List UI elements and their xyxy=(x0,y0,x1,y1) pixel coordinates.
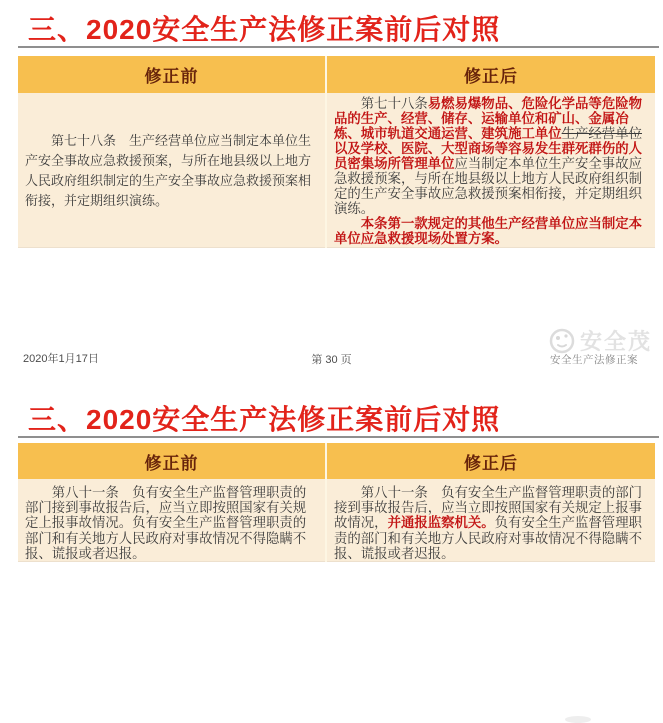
slide1-title: 三、2020安全生产法修正案前后对照 xyxy=(28,14,501,45)
slide1-cell-before xyxy=(18,93,325,248)
slide1-header-before: 修正前 xyxy=(18,56,325,93)
text-run-red: 以及学校、医院、大型商场等容易发生群死群伤的人员密集场所管理单位 xyxy=(334,141,642,171)
slide1-watermark xyxy=(546,324,660,366)
slide2-cell-before xyxy=(18,479,325,562)
text-run-strike: 生产经营单位 xyxy=(561,126,642,141)
slide1-footer-date: 2020年1月17日 xyxy=(23,353,99,365)
slide1-table-body-row xyxy=(18,93,655,248)
article-78-amended-paragraph-2 xyxy=(334,216,648,246)
text-run-red: 易燃易爆物品、危险化学品等危险物品的生产、经营、储存、运输单位和矿山、金属冶炼、城市轨道交通运营、建筑施工单位 xyxy=(334,96,642,141)
article-78-amended-paragraph-1 xyxy=(334,96,648,216)
slide2-table-body-row xyxy=(18,479,655,562)
text-run-black: 第八十一条 负有安全生产监督管理职责的部门接到事故报告后，应当立即按照国家有关规定上报事故情况， xyxy=(334,485,642,531)
slide1-cell-after xyxy=(327,93,655,248)
slide2-title: 三、2020安全生产法修正案前后对照 xyxy=(28,404,501,435)
slide2-header-before: 修正前 xyxy=(18,443,325,479)
slide1-comparison-table xyxy=(18,56,655,248)
slide1-footer-page-number: 第 30 页 xyxy=(311,354,352,366)
text-run-black: 第七十八条 xyxy=(360,96,428,111)
slide1-table-header-row xyxy=(18,56,655,93)
slide1-header-after: 修正后 xyxy=(327,56,655,93)
text-run-red: 并通报监察机关。 xyxy=(387,515,495,531)
slide2-cell-after xyxy=(327,479,655,562)
article-81-original-text xyxy=(25,485,318,561)
text-run-red: 本条第一款规定的其他生产经营单位应当制定本单位应急救援现场处置方案。 xyxy=(334,216,642,246)
watermark-brand-text: 安全茂 xyxy=(580,329,653,354)
text-run-black: 第七十八条 生产经营单位应当制定本单位生产安全事故应急救援预案，与所在地县级以上地方人民政府组织制定的生产安全事故应急救援预案相衔接，并定期组织演练。 xyxy=(25,132,312,208)
text-run-black: 应当制定本单位生产安全事故应急救援预案，与所在地县级以上地方人民政府组织制定的生产安全事故应急救援预案相衔接，并定期组织演练。 xyxy=(334,156,642,216)
slide2-table-header-row xyxy=(18,443,655,479)
slide1-title-divider xyxy=(18,46,659,48)
watermark-caption-text: 安全生产法修正案 xyxy=(550,354,638,366)
slide2-title-divider xyxy=(18,436,659,438)
article-78-original-text xyxy=(25,131,318,211)
slide2-comparison-table xyxy=(18,443,655,562)
slide2-header-after: 修正后 xyxy=(327,443,655,479)
text-run-black: 负有安全生产监督管理职责的部门和有关地方人民政府对事故情况不得隐瞒不报、谎报或者迟报。 xyxy=(334,515,642,561)
article-81-amended-text xyxy=(334,485,648,561)
text-run-black: 第八十一条 负有安全生产监督管理职责的部门接到事故报告后，应当立即按照国家有关规定上报事故情况。负有安全生产监督管理职责的部门和有关地方人民政府对事故情况不得隐瞒不报、谎报或者迟报。 xyxy=(25,485,307,561)
brand-mascot-icon xyxy=(548,326,576,354)
